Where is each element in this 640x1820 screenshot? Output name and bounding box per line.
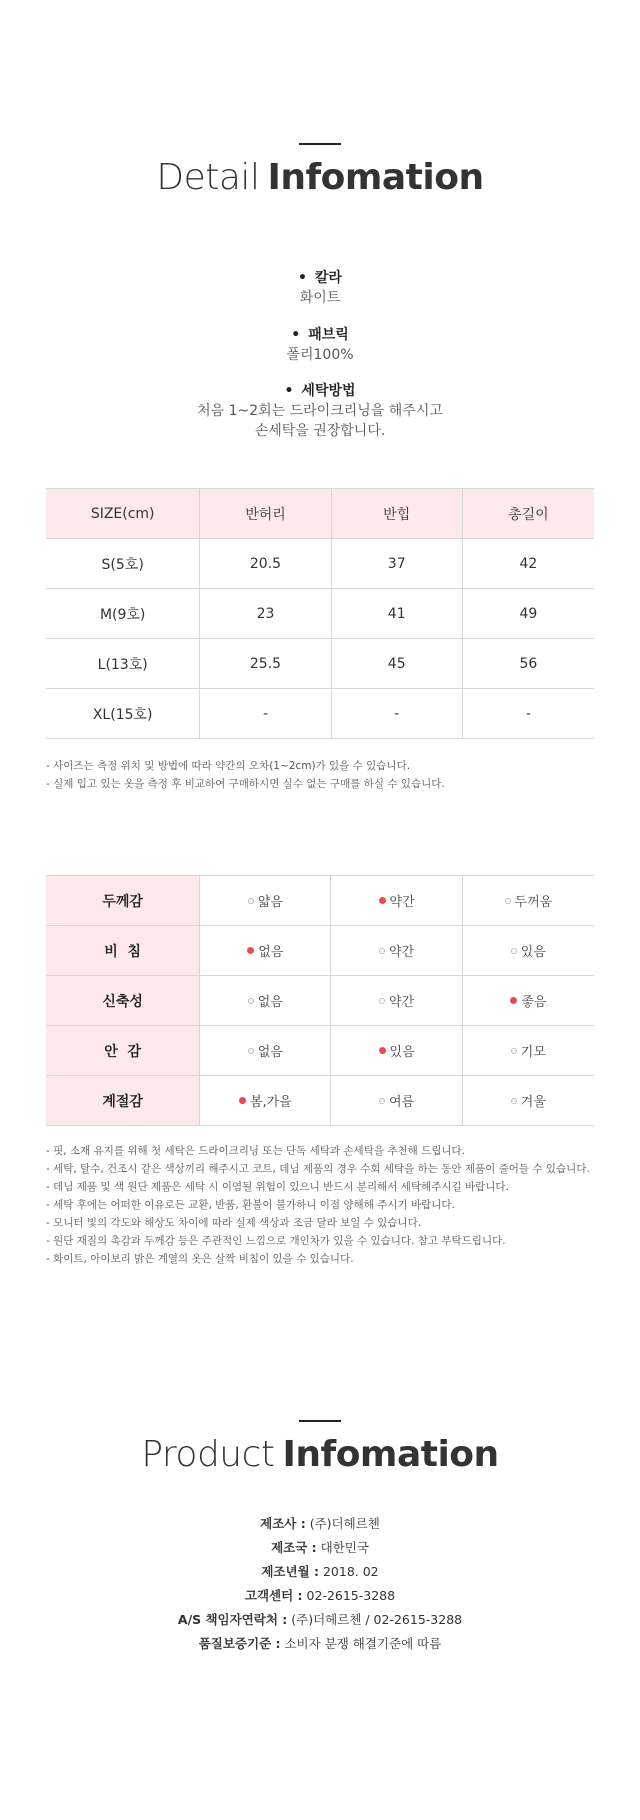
size-cell: 42 [462, 539, 594, 589]
feel-option [247, 941, 283, 960]
product-info-value: (주)더헤르첸 [305, 1516, 380, 1531]
feel-option-label: 없음 [258, 945, 284, 960]
size-cell: 23 [200, 589, 331, 639]
feel-option [248, 991, 283, 1010]
radio-selected-icon [379, 897, 386, 904]
note-line: - 데님 제품 및 색 원단 제품은 세탁 시 이염될 위험이 있으니 반드시 분리해서 세탁해주시길 바랍니다. [46, 1181, 509, 1193]
table-row [46, 976, 594, 1026]
bullet-icon: • [297, 270, 307, 286]
spec-wash-label: 세탁방법 [301, 383, 356, 399]
product-info-line [0, 1632, 640, 1656]
size-notes [46, 757, 606, 793]
feel-option-cell [462, 876, 594, 926]
size-header-cell: 반허리 [200, 489, 331, 539]
product-info-line [0, 1512, 640, 1536]
size-cell: - [331, 689, 462, 739]
feel-option-label: 있음 [389, 1045, 415, 1060]
detail-title-light: Detail [156, 157, 260, 198]
spec-color-value: 화이트 [299, 290, 341, 306]
table-row [46, 689, 594, 739]
product-info-list [0, 1512, 640, 1656]
feel-option-label: 좋음 [521, 995, 547, 1010]
feel-option-cell [200, 926, 331, 976]
product-title [0, 1434, 640, 1475]
spec-fabric-value: 폴리100% [286, 347, 354, 363]
feel-option-label: 약간 [389, 895, 415, 910]
feel-option-label: 얇음 [257, 895, 283, 910]
product-info-key: 품질보증기준 : [198, 1636, 281, 1651]
feel-option [379, 1041, 415, 1060]
table-row [46, 539, 594, 589]
feel-option-label: 있음 [520, 945, 546, 960]
note-line: - 사이즈는 측정 위치 및 방법에 따라 약간의 오차(1~2cm)가 있을 수 있습니다. [46, 760, 411, 772]
product-info-value: 02-2615-3288 [302, 1588, 396, 1603]
size-cell: 49 [462, 589, 594, 639]
product-title-light: Product [141, 1434, 275, 1475]
product-info-value: 대한민국 [316, 1540, 369, 1555]
note-line: - 세탁, 탈수, 건조시 같은 색상끼리 해주시고 코트, 데님 제품의 경우 수회 세탁을 하는 동안 제품이 줄어들 수 있습니다. [46, 1163, 590, 1175]
feel-option-label: 기모 [520, 1045, 546, 1060]
table-row [46, 1026, 594, 1076]
feel-option [379, 941, 414, 960]
table-row [46, 926, 594, 976]
feel-option [248, 891, 283, 910]
feel-table [46, 875, 594, 1126]
table-row [46, 876, 594, 926]
feel-option-label: 없음 [257, 1045, 283, 1060]
feel-option-cell [331, 876, 462, 926]
spec-color-label: 칼라 [314, 270, 342, 286]
feel-option-label: 약간 [389, 945, 415, 960]
feel-option [379, 991, 414, 1010]
feel-option-cell [200, 1026, 331, 1076]
size-cell: 20.5 [200, 539, 331, 589]
care-notes [46, 1142, 606, 1268]
note-line: - 화이트, 아이보리 밝은 계열의 옷은 살짝 비침이 있을 수 있습니다. [46, 1253, 354, 1265]
feel-option [379, 1091, 414, 1110]
note-line: - 원단 재질의 촉감과 두께감 등은 주관적인 느낌으로 개인차가 있을 수 있습니다. 참고 부탁드립니다. [46, 1235, 506, 1247]
spec-wash-value: 처음 1~2회는 드라이크리닝을 해주시고 [197, 403, 443, 419]
feel-option-cell [331, 1026, 462, 1076]
size-header-cell: SIZE(cm) [46, 489, 200, 539]
feel-option-cell [200, 876, 331, 926]
feel-option-cell [331, 1076, 462, 1126]
feel-option [248, 1041, 283, 1060]
spec-wash-value-2: 손세탁을 권장합니다. [254, 423, 386, 439]
radio-selected-icon [379, 1047, 386, 1054]
table-row [46, 589, 594, 639]
size-cell: 25.5 [200, 639, 331, 689]
note-line: - 핏, 소재 유지를 위해 첫 세탁은 드라이크리닝 또는 단독 세탁과 손세탁을 추천해 드립니다. [46, 1145, 466, 1157]
radio-empty-icon [511, 948, 517, 954]
feel-option [511, 1091, 546, 1110]
feel-option [379, 891, 415, 910]
feel-option [511, 1041, 546, 1060]
note-line: - 세탁 후에는 어떠한 이유로든 교환, 반품, 환불이 불가하니 이점 양해해 주시기 바랍니다. [46, 1199, 455, 1211]
product-info-line [0, 1608, 640, 1632]
feel-option-cell [462, 1076, 594, 1126]
product-title-bold: Infomation [282, 1434, 499, 1475]
size-table-header [46, 489, 594, 539]
radio-empty-icon [511, 1048, 517, 1054]
feel-row-label: 비 침 [46, 926, 200, 976]
size-table [46, 488, 594, 739]
radio-empty-icon [379, 998, 385, 1004]
note-line: - 모니터 빛의 각도와 해상도 차이에 따라 실제 색상과 조금 달라 보일 수 있습니다. [46, 1217, 422, 1229]
feel-option-label: 없음 [257, 995, 283, 1010]
feel-option-cell [200, 1076, 331, 1126]
radio-selected-icon [510, 997, 517, 1004]
detail-title-bold: Infomation [267, 157, 484, 198]
radio-empty-icon [248, 998, 254, 1004]
feel-option-cell [331, 926, 462, 976]
size-header-cell: 총길이 [462, 489, 594, 539]
product-info-line [0, 1560, 640, 1584]
feel-option [511, 941, 546, 960]
feel-option-cell [462, 926, 594, 976]
product-info-value: 2018. 02 [319, 1564, 379, 1579]
feel-option-cell [462, 1026, 594, 1076]
feel-option-cell [331, 976, 462, 1026]
feel-option-cell [200, 976, 331, 1026]
feel-option-label: 두꺼움 [514, 895, 553, 910]
feel-row-label: 두께감 [46, 876, 200, 926]
product-info-key: 제조사 : [260, 1516, 306, 1531]
bullet-icon: • [291, 327, 301, 343]
product-info-key: 제조년월 : [261, 1564, 319, 1579]
feel-option [510, 991, 546, 1010]
radio-empty-icon [505, 898, 511, 904]
product-info-line [0, 1584, 640, 1608]
size-cell: 45 [331, 639, 462, 689]
radio-empty-icon [248, 1048, 254, 1054]
size-cell: - [200, 689, 331, 739]
table-row [46, 639, 594, 689]
product-info-value: 소비자 분쟁 해결기준에 따름 [280, 1636, 442, 1651]
spec-wash [0, 381, 640, 441]
feel-option [505, 891, 553, 910]
detail-title [0, 157, 640, 198]
size-cell: XL(15호) [46, 689, 200, 739]
feel-option-label: 겨울 [520, 1095, 546, 1110]
radio-empty-icon [511, 1098, 517, 1104]
size-cell: L(13호) [46, 639, 200, 689]
product-info-key: 제조국 : [271, 1540, 317, 1555]
radio-empty-icon [379, 1098, 385, 1104]
size-cell: 56 [462, 639, 594, 689]
note-line: - 실제 입고 있는 옷을 측정 후 비교하여 구매하시면 실수 없는 구매를 하실 수 있습니다. [46, 778, 445, 790]
feel-option-label: 봄,가을 [249, 1095, 292, 1110]
feel-row-label: 안 감 [46, 1026, 200, 1076]
size-cell: M(9호) [46, 589, 200, 639]
product-info-value: (주)더헤르첸 / 02-2615-3288 [287, 1612, 463, 1627]
spec-color [0, 268, 640, 308]
size-cell: S(5호) [46, 539, 200, 589]
size-cell: - [462, 689, 594, 739]
spec-fabric [0, 325, 640, 365]
feel-row-label: 신축성 [46, 976, 200, 1026]
product-info-key: 고객센터 : [244, 1588, 303, 1603]
radio-empty-icon [248, 898, 254, 904]
size-cell: 41 [331, 589, 462, 639]
spec-fabric-label: 패브릭 [308, 327, 349, 343]
table-row [46, 1076, 594, 1126]
radio-selected-icon [239, 1097, 246, 1104]
radio-empty-icon [379, 948, 385, 954]
product-info-line [0, 1536, 640, 1560]
feel-row-label: 계절감 [46, 1076, 200, 1126]
feel-option-label: 여름 [389, 1095, 415, 1110]
feel-option [239, 1091, 292, 1110]
radio-selected-icon [247, 947, 254, 954]
size-cell: 37 [331, 539, 462, 589]
section-divider-bar [299, 1420, 341, 1422]
feel-option-cell [462, 976, 594, 1026]
size-header-cell: 반힙 [331, 489, 462, 539]
section-divider-bar [299, 143, 341, 145]
bullet-icon: • [284, 383, 294, 399]
feel-option-label: 약간 [389, 995, 415, 1010]
product-info-key: A/S 책임자연락처 : [177, 1612, 288, 1627]
